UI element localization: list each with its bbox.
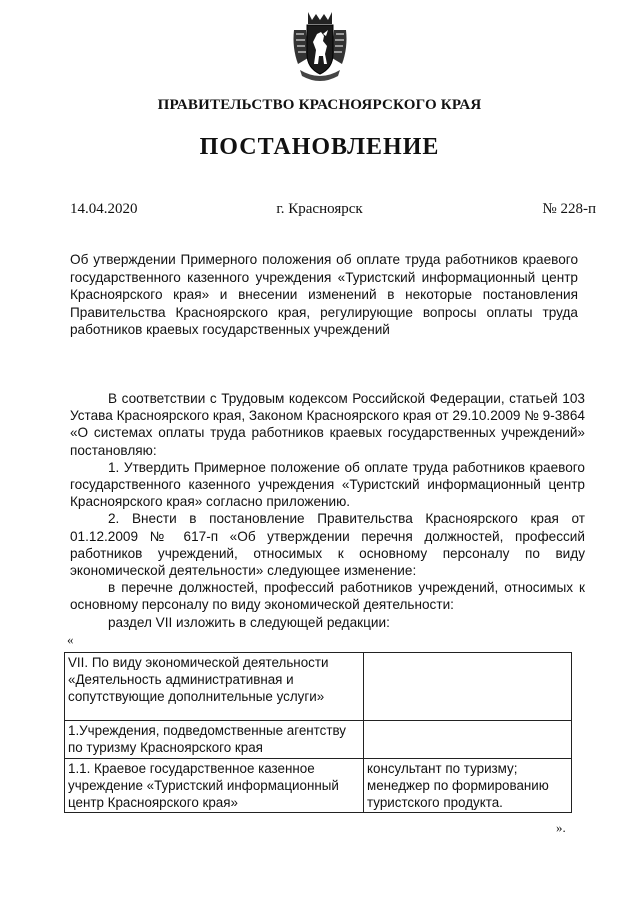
- document-date: 14.04.2020: [70, 201, 138, 217]
- body-paragraph: 2. Внести в постановление Правительства Красноярского края от 01.12.2009 № 617-п «Об утверждении перечня должностей, профессий работников учреждений, относимых к основному персоналу по виду экономической деятельности» следующее изменение:: [70, 511, 585, 579]
- document-type-title: ПОСТАНОВЛЕНИЕ: [199, 134, 440, 160]
- body-paragraph: В соответствии с Трудовым кодексом Российской Федерации, статьей 103 Устава Красноярского края, Законом Красноярского края от 29.10.2009 № 9-3864 «О системах оплаты труда работников краевых государственных учреждений» постановляю:: [70, 391, 585, 458]
- document-body: [70, 390, 585, 631]
- section-table: [64, 652, 572, 813]
- body-paragraph: раздел VII изложить в следующей редакции:: [108, 614, 390, 630]
- table-cell: [364, 721, 572, 759]
- document-city: г. Красноярск: [276, 201, 363, 217]
- table-cell: 1.1. Краевое государственное казенное учреждение «Туристский информационный центр Красноярского края»: [65, 759, 364, 813]
- closing-quote: ».: [556, 820, 566, 835]
- table-cell: VII. По виду экономической деятельности «Деятельность административная и сопутствующие дополнительные услуги»: [65, 653, 364, 721]
- document-subject: Об утверждении Примерного положения об оплате труда работников краевого государственного казенного учреждения «Туристский информационный центр Красноярского края» и внесении изменений в некоторые постановления Правительства Красноярского края, регулирующие вопросы оплаты труда работников краевых государственных учреждений: [70, 252, 578, 338]
- body-paragraph: 1. Утвердить Примерное положение об оплате труда работников краевого государственного казенного учреждения «Туристский информационный центр Красноярского края» согласно приложению.: [70, 459, 585, 510]
- table-row: [65, 721, 572, 759]
- table-row: [65, 653, 572, 721]
- table-cell: 1.Учреждения, подведомственные агентству по туризму Красноярского края: [65, 721, 364, 759]
- document-number: № 228-п: [542, 201, 596, 217]
- body-paragraph: в перечне должностей, профессий работников учреждений, относимых к основному персоналу по виду экономической деятельности:: [70, 580, 585, 613]
- table-cell: [364, 653, 572, 721]
- table-row: [65, 759, 572, 813]
- opening-quote: «: [67, 632, 74, 647]
- coat-of-arms-emblem: [290, 8, 350, 84]
- government-name: ПРАВИТЕЛЬСТВО КРАСНОЯРСКОГО КРАЯ: [157, 97, 482, 113]
- table-cell: консультант по туризму; менеджер по формированию туристского продукта.: [364, 759, 572, 813]
